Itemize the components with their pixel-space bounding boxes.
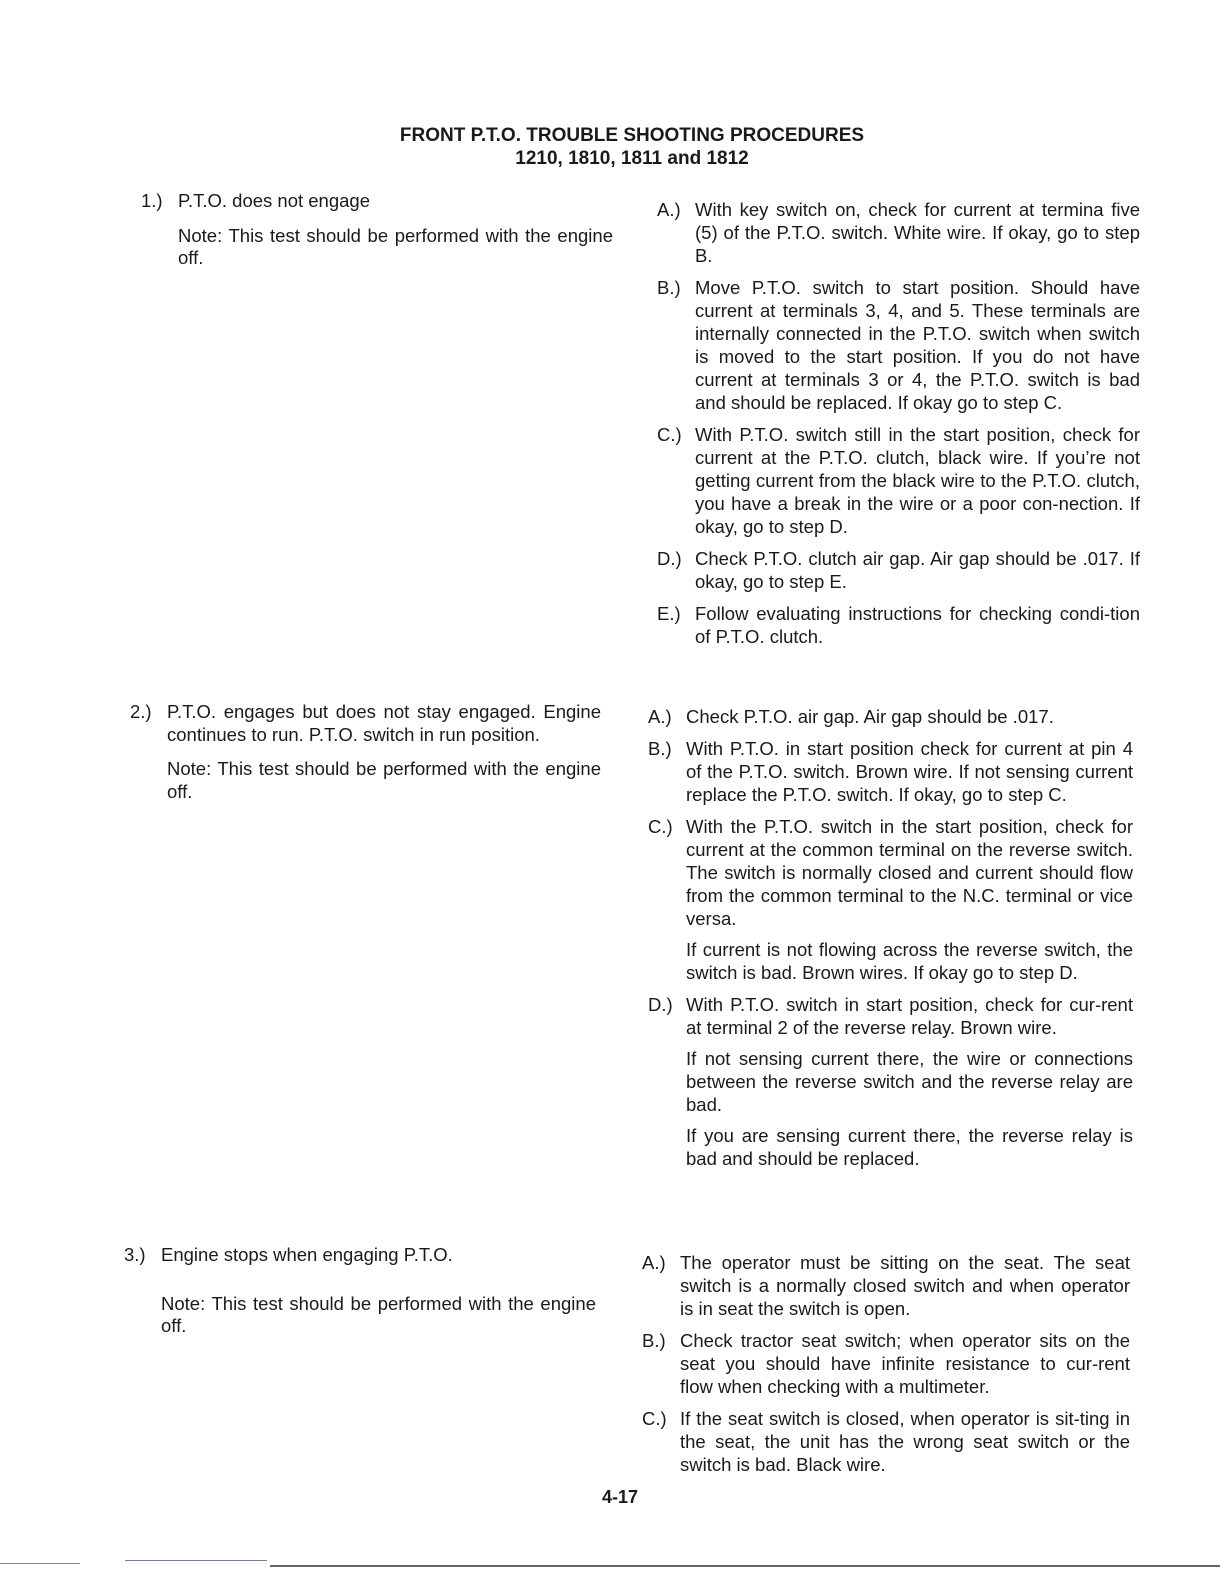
step	[642, 1251, 1130, 1320]
step-text: Check P.T.O. clutch air gap. Air gap should be .017. If okay, go to step E.	[695, 548, 1140, 592]
step-label: C.)	[648, 816, 673, 837]
step-label: A.)	[657, 199, 681, 220]
problem-note: Note: This test should be performed with the engine off.	[167, 758, 601, 802]
problem-1	[141, 190, 613, 270]
problem-title: Engine stops when engaging P.T.O.	[161, 1244, 453, 1265]
step-text: If the seat switch is closed, when operator is sit-ting in the seat, the unit has the wrong seat switch or the switch is bad. Black wire.	[680, 1408, 1130, 1475]
step-label: C.)	[642, 1408, 667, 1429]
step-text: Check P.T.O. air gap. Air gap should be .017.	[686, 706, 1054, 727]
step	[657, 547, 1140, 593]
problem-note: Note: This test should be performed with the engine off.	[161, 1292, 596, 1336]
page-title: FRONT P.T.O. TROUBLE SHOOTING PROCEDURES	[399, 125, 865, 146]
step-extra-text: If you are sensing current there, the reverse relay is bad and should be replaced.	[686, 1125, 1133, 1169]
problem-2	[130, 701, 601, 803]
problem-3	[124, 1244, 596, 1338]
step	[657, 198, 1140, 267]
step-text: With the P.T.O. switch in the start position, check for current at the common terminal on the reverse switch. The switch is normally closed and current should flow from the common terminal to the N.C. terminal or vice versa.	[686, 816, 1133, 929]
step-label: D.)	[648, 994, 673, 1015]
step	[657, 423, 1140, 538]
page-subtitle: 1210, 1810, 1811 and 1812	[515, 148, 749, 169]
step	[648, 737, 1133, 806]
steps-1	[657, 198, 1140, 657]
scan-edge-line	[0, 1563, 80, 1564]
step-text: With P.T.O. switch still in the start position, check for current at the P.T.O. clutch, black wire. If you’re not getting current from the black wire to the P.T.O. clutch, you have a break in the wire or a poor con-nection. If okay, go to step D.	[695, 424, 1140, 537]
step-text: With key switch on, check for current at termina five (5) of the P.T.O. switch. White wire. If okay, go to step B.	[695, 199, 1140, 266]
step-text: Check tractor seat switch; when operator sits on the seat you should have infinite resistance to cur-rent flow when checking with a multimeter.	[680, 1330, 1130, 1397]
problem-note: Note: This test should be performed with the engine off.	[178, 224, 613, 268]
step-label: B.)	[657, 277, 681, 298]
step	[642, 1407, 1130, 1476]
step-text: The operator must be sitting on the seat. The seat switch is a normally closed switch and when operator is in seat the switch is open.	[680, 1252, 1130, 1319]
page-number: 4-17	[601, 1487, 639, 1507]
steps-3	[642, 1251, 1130, 1485]
step-label: D.)	[657, 548, 682, 569]
step-text: Move P.T.O. switch to start position. Should have current at terminals 3, 4, and 5. These terminals are internally connected in the P.T.O. switch when switch is moved to the start position. If you do not have current at terminals 3 or 4, the P.T.O. switch is bad and should be replaced. If okay go to step C.	[695, 277, 1140, 413]
step	[648, 993, 1133, 1170]
step-label: A.)	[642, 1252, 666, 1273]
step-label: E.)	[657, 603, 681, 624]
problem-number: 2.)	[130, 701, 152, 722]
step-extra-text: If current is not flowing across the reverse switch, the switch is bad. Brown wires. If okay go to step D.	[686, 939, 1133, 983]
problem-number: 3.)	[124, 1244, 146, 1265]
problem-title: P.T.O. engages but does not stay engaged. Engine continues to run. P.T.O. switch in run position.	[167, 701, 601, 745]
step	[657, 276, 1140, 414]
step-label: B.)	[648, 738, 672, 759]
step	[642, 1329, 1130, 1398]
step-label: A.)	[648, 706, 672, 727]
step-text: With P.T.O. switch in start position, check for cur-rent at terminal 2 of the reverse relay. Brown wire.	[686, 994, 1133, 1038]
step	[648, 705, 1133, 728]
step	[657, 602, 1140, 648]
scan-edge-line	[125, 1560, 267, 1561]
problem-number: 1.)	[141, 190, 163, 211]
steps-2	[648, 705, 1133, 1179]
problem-title: P.T.O. does not engage	[178, 190, 371, 211]
step	[648, 815, 1133, 984]
step-label: C.)	[657, 424, 682, 445]
step-text: With P.T.O. in start position check for current at pin 4 of the P.T.O. switch. Brown wire. If not sensing current replace the P.T.O. switch. If okay, go to step C.	[686, 738, 1133, 805]
step-text: Follow evaluating instructions for checking condi-tion of P.T.O. clutch.	[695, 603, 1140, 647]
scan-edge-line	[270, 1565, 1220, 1567]
step-extra-text: If not sensing current there, the wire or connections between the reverse switch and the reverse relay are bad.	[686, 1048, 1133, 1115]
step-label: B.)	[642, 1330, 666, 1351]
